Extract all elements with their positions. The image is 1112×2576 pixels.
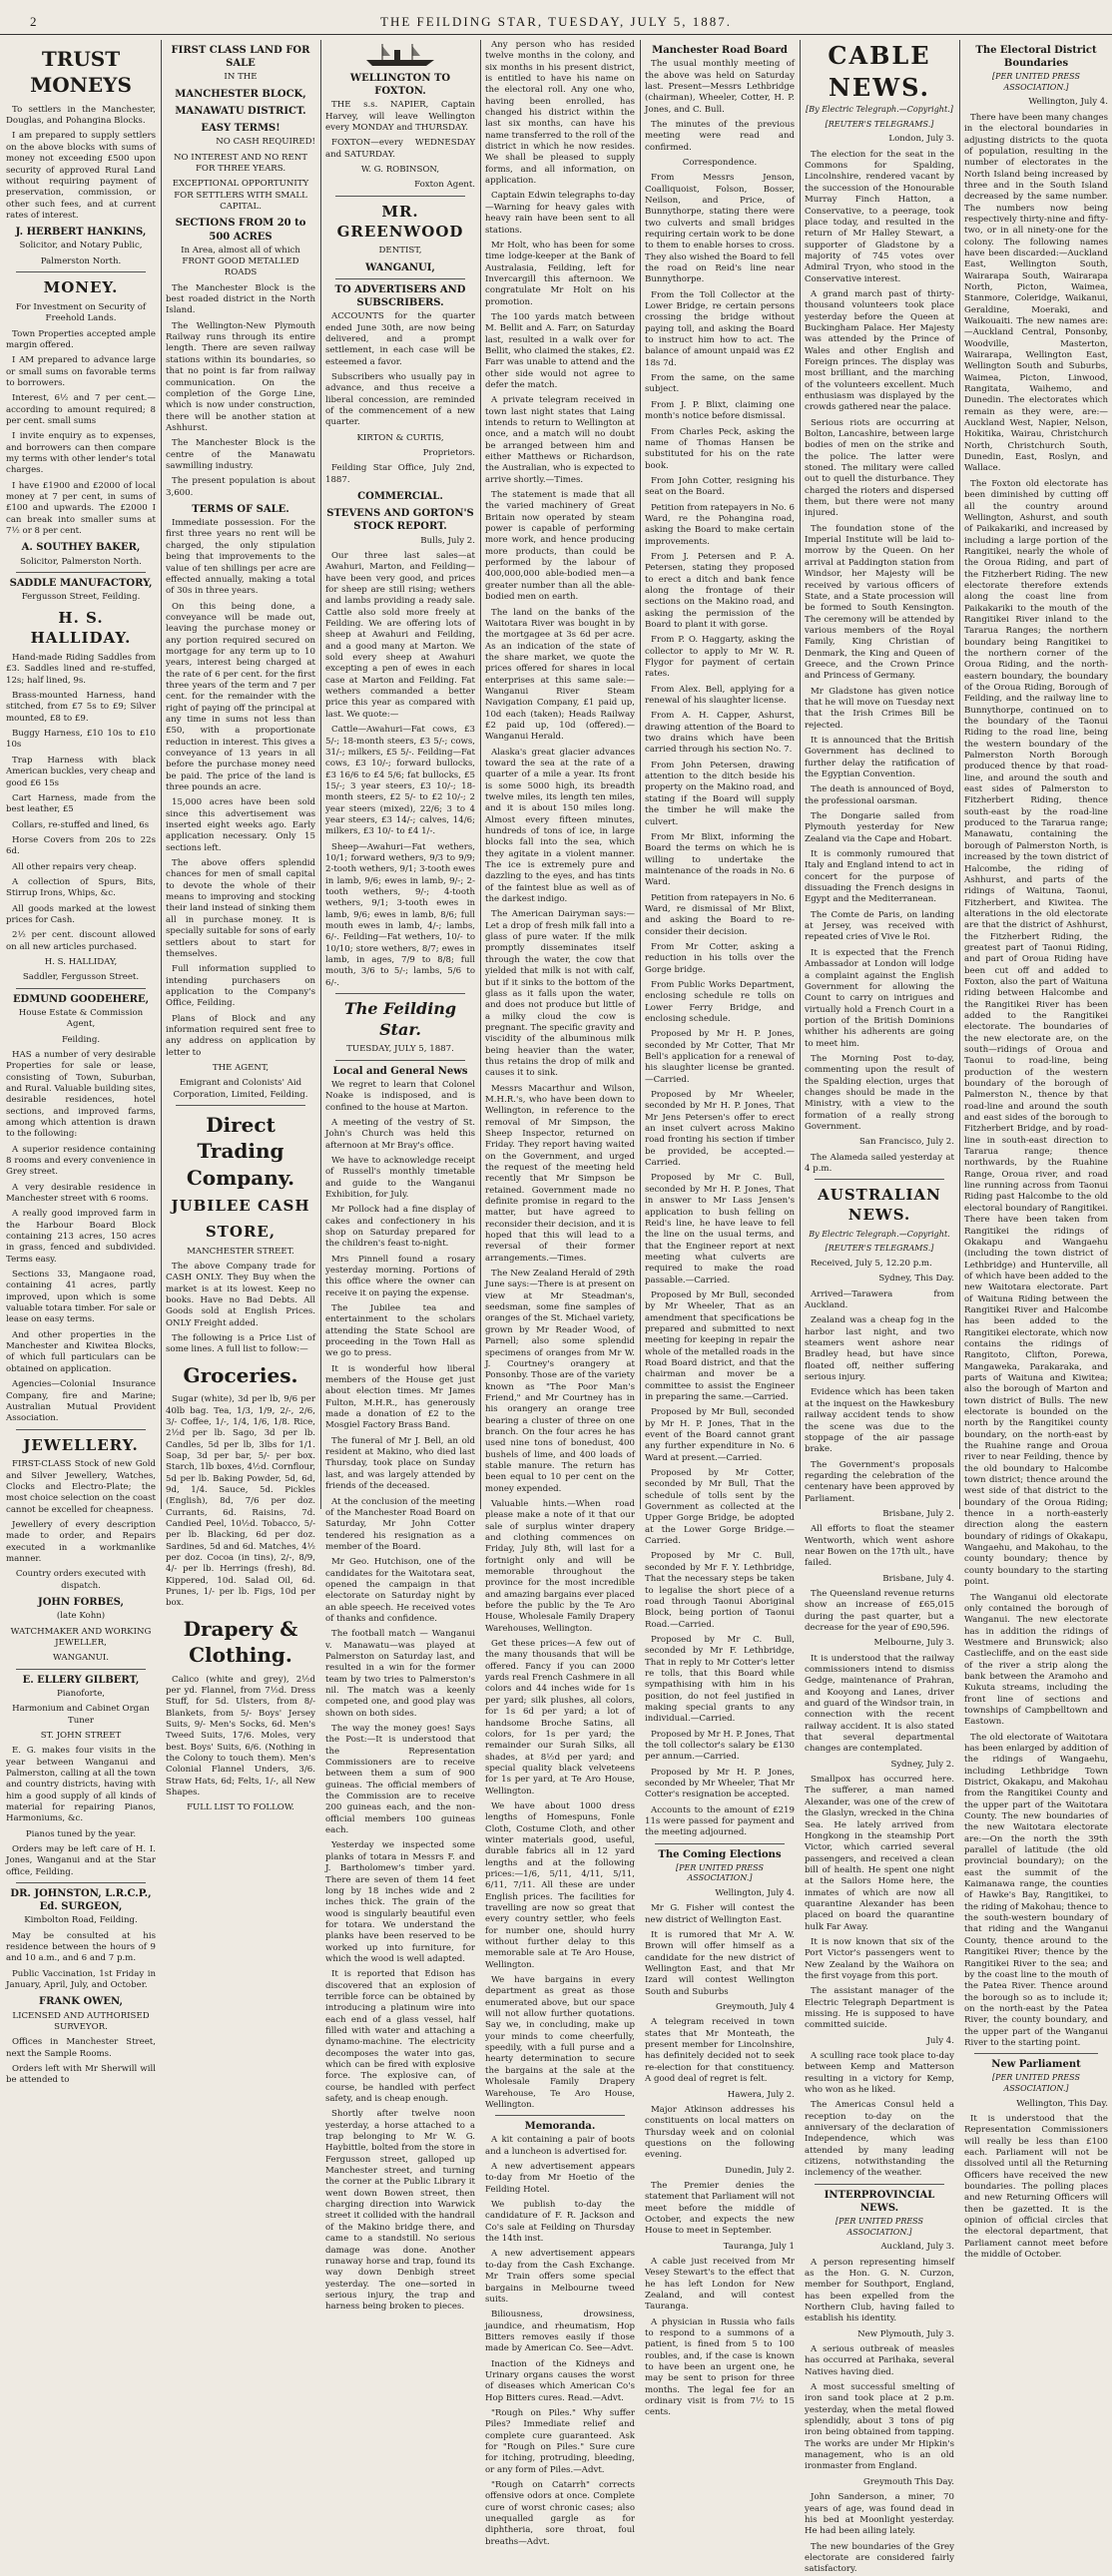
column-4: Any person who has resided twelve months in the colony, and six months in his present district, is entitled to have his name on the electoral roll. Any one who, having been enrolled, has changed his district within the last six months, can have his name transferred to the roll of the district in which he now resides. We shall be pleased to supply forms, and all information, on application. Captain Edwin telegraphs to-day—Warning for heavy gales with heavy rain have been sent to all stations. Mr Holt, who has been for some time lodge-keeper at the Bank of Australasia, Feilding, left for Invercargill this afternoon. We congratulate Mr Holt on his promotion. The 100 yards match between M. Bellit and A. Farr, on Saturday last, resulted in a walk over for Bellit, who claimed the stakes, £2. Farr was unable to attend and the other side would not agree to defer the match. A private telegram received in town last night states that Laing intends to return to Wellington at once, and a match will no doubt be arranged between him and either Matthews or Richardson, the Australian, who is expected to arrive shortly.—Times. The statement is made that all the varied machinery of Great Britain now operated by steam power is capable of performing more work, and hence producing more products, than could be performed by the labour of 400,000,000 able-bodied men—a greater number than all the able-bodied men on earth. The land on the banks of the Waitotara River was bought in by the mortgagee at 3s 6d per acre. As an indication of the state of the share market, we quote the prices offered for shares in local enterprises at this same sale:—Wanganui River Steam Navigation Company, £1 paid up, 10d each (taken); Heads Railway £2 paid up, 10d (offered).—Wanganui Herald. Alaska's great glacier advances toward the sea at the rate of a quarter of a mile a year. Its front is some 5000 high, its breadth twelve miles, its length ten miles, and it is about 150 miles long. Almost every fifteen minutes, hundreds of tons of ice, in large blocks fall into the sea, which they agitate in a violent manner. The ice is extremely pure and dazzling to the eyes, and has tints of the faintest blue as well as of the darkest indigo. The American Dairyman says:—Let a drop of fresh milk fall into a glass of pure water. If the milk promptly disseminates itself through the water, the cow that yielded that milk is not with calf, but if it sinks to the bottom of the glass as it falls upon the water, and does not produce but little of a milky cloud the cow is pregnant. The specific gravity and viscidity of the albuminous milk being heavier than the water, thus retains the drop of milk and causes it to sink. Messrs Macarthur and Wilson, M.H.R.'s, who have been down to Wellington, in reference to the removal of Mr Simpson, the Sheep Inspector, returned on Friday. They report having waited on the Government, and urged the request of the meeting held recently that Mr Simpson be retained. Government made no definite promise in regard to the matter, but have agreed to reconsider their decision, and it is hoped that this will lead to a reversal of their former arrangements.—Times. The New Zealand Herald of 29th June says:—There is at present on view at Mr Steadman's, seedsman, some fine samples of oranges of the St. Michael variety, grown by Mr Reader Wood, of Parnell; also some splendid specimens of oranges from Mr W. J. Courtney's orangery at Ponsonby. Those are of the variety known as "The Poor Man's Friend," and Mr Courtney has in his orangery an orange tree bearing a cluster of three on one branch. On the four acres he has used nine tons of bonedust, 400 bushels of lime, and 400 loads of stable manure. The return has been equal to 10 per cent on the money expended. Valuable hints.—When road please make a note of it that our sale of surplus winter drapery and clothing commences on Friday, July 8th, will last for a fortnight only and will be memorable throughout the province for the most incredible and amazing bargains ever placed before the public by the Te Aro House, Wholesale Family Drapery Warehouses, Wellington. Get these prices—A few out of the many thousands that will be offered. Fancy if you can 2000 yards real French Cashmere in all colors and 44 inches wide for 1s per yard; silk plushes, all colors, for 1s 6d per yard; a lot of handsome Broche Satins, all colors, for 1s per yard; the remainder our Surah Silks, all shades, at 8½d per yard; and special quality black velveteens for 1s per yard, at Te Aro House, Wellington. We have about 1000 dress lengths of Homespuns, Fonle Cloth, Costume Cloth, and other winter materials good, useful, durable fabrics all in 12 yard lengths and at the following prices:—1/6, 5/11, 4/11, 5/11, 6/11, 7/11. All these are under English prices. The facilities for travelling are now so great that every country settler, who feels for number one, should hurry without further delay to this memorable sale at Te Aro House, Wellington. We have bargains in every department as great as those enumerated above, but our space will not allow further quotations. Say we, in concluding, make up your minds to come cheerfully, speedily, with a full purse and a hearty determination to secure the bargains at the sale at the Wholesale Family Drapery Warehouse, Te Aro House, Wellington. Memoranda. A kit containing a pair of boots and a luncheon is advertised for. A new advertisement appears to-day from Mr Hoetio of the Feilding Hotel. We publish to-day the candidature of F. R. Jackson and Co's sale at Feilding on Thursday the 14th inst. A new advertisement appears to-day from the Cash Exchange. Mr Train offers some special bargains in Melbourne tweed suits. Biliousness, drowsiness, jaundice, and rheumatism, Hop Bitters removes easily if those made by American Co. See—Advt. Inaction of the Kidneys and Urinary organs causes the worst of diseases which American Co's Hop Bitters cures. Read.—Advt. "Rough on Piles." Why suffer Piles? Immediate relief and complete cure guaranteed. Ask for "Rough on Piles." Sure cure for itching, protruding, bleeding, or any form of Piles.—Advt. "Rough on Catarrh" corrects offensive odors at once. Complete cure of worst chronic cases; also unequalled gargle as for diphtheria, sore throat, foul breaths—Advt. <box>485 40 635 2547</box>
column-2: FIRST CLASS LAND FOR SALE IN THE MANCHESTER BLOCK, MANAWATU DISTRICT. EASY TERMS! NO CASH REQUIRED! NO INTEREST AND NO RENT FOR THREE YEARS. EXCEPTIONAL OPPORTUNITY FOR SETTLERS WITH SMALL CAPITAL. SECTIONS FROM 20 to 500 ACRES In Area, almost all of which FRONT GOOD METALLED ROADS The Manchester Block is the best roaded district in the North Island. The Wellington-New Plymouth Railway runs through its entire length. There are seven railway stations within its boundaries, so that no point is far from railway communication. On the completion of the Gorge Line, which is now under construction, there will be another station at Ashhurst. The Manchester Block is the centre of the Manawatu sawmilling industry. The present population is about 3,600. TERMS OF SALE. Immediate possession. For the first three years no rent will be charged, the only stipulation being that improvements to the value of ten shillings per acre are effected annually, making a total of 30s in three years. On this being done, a conveyance will be made out, leaving the purchase money or any portion required secured on mortgage for any term up to 10 years, interest being charged at the rate of 6 per cent. for the first three years of the term and 7 per cent. for the remainder with the right of paying off the principal at any time in sums not less than £50, with a proportionate reduction in interest. This gives a conveyance of 13 years in all before the purchase money need be paid. The price of the land is three pounds an acre. 15,000 acres have been sold since this advertisement was inserted eight weeks ago. Early application necessary. Only 15 sections left. The above offers splendid chances for men of small capital to devote the whole of their means to improving and stocking their land instead of sinking them all in purchase money. It is specially suitable for sons of early settlers about to start for themselves. Full information supplied to intending purchasers on application to the Company's Office, Feilding. Plans of Block and any information required sent free to any address on application by letter to THE AGENT, Emigrant and Colonists' Aid Corporation, Limited, Feilding. Direct Trading Company. JUBILEE CASH STORE, MANCHESTER STREET. The above Company trade for CASH ONLY. They Buy when the market is at its lowest. Keep no books. Have no Bad Debts. All Goods sold at English Prices. ONLY Freight added. The following is a Price List of some lines. A full list to follow:— Groceries. Sugar (white), 3d per lb, 9/6 per 40lb bag. Tea, 1/3, 1/9, 2/-, 2/6, 3/- Coffee, 1/-, 1/4, 1/6, 1/8. Rice, 2½d per lb. Sago, 3d per lb. Candles, 5d per lb, 3lbs for 1/1. Soap, 3d per bar, 5/- per box. Starch, 1lb boxes, 4½d. Cornflour, 5d per lb. Baking Powder, 5d, 6d, 9d, 1/4. Sauce, 5d. Pickles (English), 8d, 7/6 per doz. Currants, 6d. Raisins, 7d. Candied Peel, 10½d. Tobacco, 5/- per lb. Blacking, 6d per doz. Sardines, 5d and 6d. Matches, 4½ per doz. Cocoa (in tins), 2/-, 8/9, 4/- per lb. Herrings (fresh), 8d. Kippered, 10d. Salad Oil, 6d. Prunes, 1/- per lb. Figs, 10d per box. Drapery & Clothing. Calico (white and grey), 2½d per yd. Flannel, from 7½d. Dress Stuff, for 5d. Ulsters, from 8/- Blankets, from 5/- Boys' Jersey Suits, 9/- Men's Socks, 6d. Men's Tweed Suits, 17/6. Moles, very best. Boys' Suits, 6/6. (Nothing in the Colony to touch them). Men's Colonial Flannel Unders, 3/6. Straw Hats, 6d; Felts, 1/-, all New Shapes. FULL LIST TO FOLLOW. <box>166 45 315 1813</box>
newspaper-title: THE FEILDING STAR, TUESDAY, JULY 5, 1887. <box>380 14 732 29</box>
cable-news-heading: CABLE NEWS. <box>828 41 931 102</box>
feilding-star-title: The Feilding Star. <box>343 999 457 1040</box>
column-3: WELLINGTON TO FOXTON. THE s.s. NAPIER, Captain Harvey, will leave Wellington every MONDAY and THURSDAY. FOXTON—every WEDNESDAY and SATURDAY. W. G. ROBINSON, Foxton Agent. MR. GREENWOOD DENTIST, WANGANUI, TO ADVERTISERS AND SUBSCRIBERS. ACCOUNTS for the quarter ended June 30th, are now being delivered, and a prompt settlement, in each case will be esteemed a favor. Subscribers who usually pay in advance, and thus receive a liberal concession, are reminded of the commencement of a new quarter. KIRTON & CURTIS, Proprietors. Feilding Star Office, July 2nd, 1887. COMMERCIAL. STEVENS AND GORTON'S STOCK REPORT. Bulls, July 2. Our three last sales—at Awahuri, Marton, and Feilding—have been very good, and prices for sheep are still rising; wethers and lambs providing a ready sale. Cattle also sold more freely at Feilding. We are offering lots of sheep at Awahuri and Feilding, and a good many at Marton. We sold every sheep at Awahuri excepting a pen of ewes in each case at Marton and Feilding. Fat wethers commanded a better price this year as compared with last. We quote:— Cattle—Awahuri—Fat cows, £3 5/-; 18-month steers, £3 5/-; cows, 31/-; milkers, £5 5/-. Feilding—Fat cows, £3 10/-; forward bullocks, £3 16/6 to £4 5/6; fat bullocks, £5 15/-; 3 year steers, £3 10/-; 18-month steers, £2 5/- to £2 10/-; 2 year steers (mixed), 22/6; 3 to 4 year steers, £3 14/-; calves, 14/6; milkers, £3 10/- to £4 1/-. Sheep—Awahuri—Fat wethers, 10/1; forward wethers, 9/3 to 9/9; 2-tooth wethers, 9/1; 3-tooth ewes in lamb, 9/6; ewes in lamb, 9/-; 2-tooth wethers, 9/-; 4-tooth wethers, 9/1; 3-tooth ewes in lamb, 9/6; ewes in lamb, 8/6; full mouth ewes in lamb, 4/-; lambs, 6/-. Feilding—Fat wethers, 10/- to 10/10; store wethers, 8/7; ewes in lamb, in ages, 7/9 to 8/8; full mouth, 3/6 to 5/-; lambs, 5/6 to 6/-. The Feilding Star. TUESDAY, JULY 5, 1887. Local and General News We regret to learn that Colonel Noake is indisposed, and is confined to the house at Marton. A meeting of the vestry of St. John's Church was held this afternoon at Mr Bray's office. We have to acknowledge receipt of Russell's monthly timetable and guide to the Wanganui Exhibition, for July. Mr Pollock had a fine display of cakes and confectionery in his shop on Saturday prepared for the children's feast to-night. Mrs Pinnell found a rosary yesterday morning. Portions of this office where the owner can receive it on paying the expense. The Jubilee tea and entertainment to the scholars attending the State School are proceeding in the Town Hall as we go to press. It is wonderful how liberal members of the House get just about election times. Mr James Fulton, M.H.R., has generously made a donation of £2 to the Mosgiel Factory Brass Band. The funeral of Mr J. Bell, an old resident at Makino, who died last Thursday, took place on Sunday last, and was largely attended by friends of the deceased. At the conclusion of the meeting of the Manchester Road Board on Saturday, Mr John Cotter tendered his resignation as a member of the Board. Mr Geo. Hutchison, one of the candidates for the Waitotara seat, opened the campaign in that electorate on Saturday night by an able speech. He received votes of thanks and confidence. The football match — Wanganui v. Manawatu—was played at Palmerston on Saturday last, and resulted in a win for the former team by two tries to Palmerston's nil. The match was a keenly competed one, and good play was shown on both sides. The way the money goes! Says the Post:—It is understood that the Representation Commissioners are to receive between them a sum of 900 guineas. The official members of the Commission are to receive 200 guineas each, and the non-official members 100 guineas each. Yesterday we inspected some planks of totara in Messrs F. and J. Bartholomew's timber yard. There are seven of them 14 feet long by 18 inches wide and 2 inches thick. The grain of the wood is singularly beautiful even for totara. We understand the planks have been reserved to be worked up into furniture, for which the wood is well adapted. It is reported that Edison has discovered that an explosion of terrible force can be obtained by introducing a platinum wire into each end of a glass vessel, half filled with water and attaching a dynamo-machine. The electricity decomposes the water into gas, which can be fired with explosive force. The explosive can, of course, be handled with perfect safety, and is cheap enough. Shortly after twelve noon yesterday, a horse attached to a trap belonging to Mr W. G. Haybittle, bolted from the store in Fergusson street, galloped up Manchester street, and turning the corner at the Public Library it went down Bowen street, then charging direction into Warwick street it collided with the handrail of the Makino bridge there, and came to a standstill. No serious damage was done. Another runaway horse and trap, found its way down Denbigh street yesterday. The one—sorted in serious injury, the trap and harness being broken to pieces. <box>325 40 475 1509</box>
column-rule <box>161 40 162 1509</box>
column-5: Manchester Road Board The usual monthly meeting of the above was held on Saturday last. Present—Messrs Lethbridge (chairman), Wheeler, Cotter, H. P. Jones, and C. Bull. The minutes of the previous meeting were read and confirmed. Correspondence. From Messrs Jenson, Coalliquoist, Folson, Bosser, Neilson, and Price, of Bunnythorpe, stating there were two culverts and small bridges requiring certain work to be done to them to enable horses to cross. They also wished the Board to fell the road on Reid's line near Bunnythorpe. From the Toll Collector at the Lower Bridge, re certain persons crossing the bridge without paying toll, and asking the Board to instruct him how to act. The balance of amount unpaid was £2 18s 7d. From the same, on the same subject. From J. P. Blixt, claiming one month's notice before dismissal. From Charles Peck, asking the name of Thomas Hansen be substituted for his on the rate book. From John Cotter, resigning his seat on the Board. Petition from ratepayers in No. 6 Ward, re the Pohangina road, asking the Board to make certain improvements. From J. Petersen and P. A. Petersen, stating they proposed to erect a ditch and bank fence along the frontage of their sections on the Makino road, and asking the permission of the Board to plant it with gorse. From P. O. Haggarty, asking the collector to apply to Mr W. R. Flygor for payment of certain rates. From Alex. Bell, applying for a renewal of his slaughter license. From A. H. Capper, Ashurst, drawing attention of the Board to two drains which have been carried through his section No. 7. From John Petersen, drawing attention to the ditch beside his property on the Makino road, and stating if the Board will supply the timber he will make the culvert. From Mr Blixt, informing the Board the terms on which he is willing to undertake the maintenance of the roads in No. 6 Ward. Petition from ratepayers in No. 6 Ward, re dismissal of Mr Blixt, and asking the Board to re-consider their decision. From Mr Cotter, asking a reduction in his tolls over the Gorge bridge. From Public Works Department, enclosing schedule re tolls on Lower Ferry Bridge, and enclosing schedule. Proposed by Mr H. P. Jones, seconded by Mr Cotter, That Mr Bell's application for a renewal of his slaughter license be granted.—Carried. Proposed by Mr Wheeler, seconded by Mr H. P. Jones, That Mr Jens Petersen's offer to erect an inset culvert across Makino road fronting his section if timber be provided, be accepted.—Carried. Proposed by Mr C. Bull, seconded by Mr H. P. Jones, That in answer to Mr Lass Jensen's application to bush felling on Reid's line, he have leave to fell the line on the usual terms, and that the Engineer report at next meeting what culverts are required to make the road passable.—Carried. Proposed by Mr Bull, seconded by Mr Wheeler, That as an amendment that specifications be prepared and submitted to next meeting for keeping in repair the whole of the metalled roads in the Road Board district, and that the chairman and mover be a committee to assist the Engineer in preparing the same.—Carried. Proposed by Mr Bull, seconded by Mr H. P. Jones, That in the event of the Board cannot grant any further expenditure in No. 6 Ward at present.—Carried. Proposed by Mr Cotter, seconded by Mr Bull, That the schedule of tolls sent by the Government as collected at the Upper Gorge Bridge, be adopted at the Lower Gorge Bridge.—Carried. Proposed by Mr C. Bull, seconded by Mr F. Y. Lethbridge, That the necessary steps be taken to legalise the short piece of a road through Taonui Aboriginal Block, being portion of Taonui Road.—Carried. Proposed by Mr C. Bull, seconded by Mr F. Lethbridge, That in reply to Mr Cotter's letter re tolls, that this Board while sympathising with him in his position, do not feel justified in making special grants to any individual.—Carried. Proposed by Mr H. P. Jones, That the toll collector's salary be £130 per annum.—Carried. Proposed by Mr H. P. Jones, seconded by Mr Wheeler, That Mr Cotter's resignation be accepted. Accounts to the amount of £219 11s were passed for payment and the meeting adjourned. The Coming Elections [PER UNITED PRESS ASSOCIATION.] Wellington, July 4. Mr G. Fisher will contest the new district of Wellington East. It is rumored that Mr A. W. Brown will offer himself as a candidate for the new district of Wellington East, and that Mr Izard will contest Wellington South and Suburbs Greymouth, July 4 A telegram received in town states that Mr Monteath, the present member for Lincolnshire, has definitely decided not to seek re-election for that constituency. A good deal of regret is felt. Hawera, July 2. Major Atkinson addresses his constituents on local matters on Thursday week and on colonial questions on the following evening. Dunedin, July 2. The Premier denies the statement that Parliament will not meet before the middle of October, and expects the new House to meet in September. Tauranga, July 1 A cable just received from Mr Vesey Stewart's to the effect that he has left London for New Zealand, and will contest Tauranga. A physician in Russia who fails to respond to a summons of a patient, is fined from 5 to 100 roubles, and, if the case is known to have been an urgent one, he may be sent to prison for three months. The legal fee for an ordinary visit is from 7½ to 15 cents. <box>645 45 795 2418</box>
column-7: The Electoral District Boundaries [PER UNITED PRESS ASSOCIATION.] Wellington, July 4. There have been many changes in the electoral boundaries in adjusting districts to the quota of population, resulting in the number of electorates in the North Island being increased by three and in the South Island decreased by the same number. The numbers now being respectively thirty-nine and fifty-two, or in all ninety-one for the colony. The following names have been discarded:—Auckland East, Wellington South, Wairarapa South, Wairarapa North, Picton, Waimea, Stanmore, Coleridge, Waikanui, Geraldine, Moeraki, and Waikouaiti. The new names are:—Auckland Central, Ponsonby, Woodville, Masterton, Wairarapa, Wellington East, Wellington South and Suburbs, Waimea, Picton, Linwood, Rangitata, Waihemo, and Dunedin. The electorates which remain as they were, are:—Auckland West, Napier, Nelson, Hokitika, Wairau, Christchurch North, Christchurch South, Dunedin, East, Roslyn, and Wallace. The Foxton old electorate has been diminished by cutting off all the country around Wellington, Ashurst, and south of Paikakariki, and increased by including a large portion of the Rangitikei, nearly the whole of the Oroua Riding, and part of the Fitzherbert Riding. The new electorate therefore extends along the coast line from Paikakariki to the mouth of the Rangitikei River inland to the Tararua Ranges; the northern boundary being Rangitikei to the northern corner of the Oroua Riding, and the north-eastern boundary, the boundary of the Oroua Riding, Borough of Feilding, and the railway line to Bunnythorpe, continued on to the boundary of the Taonui Riding to the road line, being the western boundary of the Palmerston North Borough produced thence by that road-line, and around the south and east sides of Palmerston to Fitzherbert Riding, thence south-east by the road-line produced to the Tararua range; Manawatu, containing the borough of Palmerston North, is increased by the town district of Halcombe, the riding of Ashhurst, and parts of the ridings of Waituna, Taonui, Fitzherbert, and Kiwitea. The alterations in the old electorate are that the district of Ashhurst, the Fitzherbert Riding, the greatest part of Taonui Riding, and part of Oroua Riding have been cut off and added to Foxton, also the part of Waituna riding between Halcombe and the Rangitikei River has been added to the Rangitikei electorate. The boundaries of the new electorate are, on the south—ridings of Oroua and Taonui to road-line, being production of the western boundary of the borough of Palmerston N., thence by that road-line and around the south and east sides of the borough to Fitzherbert Bridge, and by road-line in south-east direction to Tararua range; thence northwards, by the Ruahine Range, Oroua river, and road line running across from Taonui Riding past Halcombe to the old electoral boundary of Rangitikei. There have been taken from Rangitikei the ridings of Okakapu and Wangaehu (including the town district of Lethbridge) and Hunterville, all of which have been added to the new Waitotara electorate. Part of Waituna Riding between the Rangitikei River and Halcombe has been added to the Rangitikei electorate, which now contains the ridings of Rangitoto, Clifton, Porewa, Mangaweka, Parakaraka, and parts of Waituna and Kiwitea; also the borough of Marton and town district of Bulls. The new electorate is bounded on the north by the Rangitikei county boundary, on the north-east by the Ruahine range and Oroua river to near Feilding, thence by the old boundary to Halcombe town district; thence around the west side of that district to the boundary of the Oroua Riding; thence in a north-easterly direction along the eastern boundary of ridings of Okakapu, Wangaehu, and Makohau, to the county boundary; thence by county boundary to the starting point. The Wanganui old electorate only contained the borough of Wanganui. The new electorate has in addition the ridings of Westmere and Brunswick; also Castlecliffe, and on the east side of the river a strip along the bank between the Aramoho and Kukuta streams, including the front line of sections and townships of Campbelltown and Eastown. The old electorate of Waitotara has been enlarged by addition of the ridings of Wangaehu, including Lethbridge Town District, Okakapu, and Makohau from the Rangitikei County and the upper part of the Waitotara County. The new boundaries of the new Waitotara electorate are:—On the north the 39th parallel of latitude (the old provincial boundary); on the east the summit of the Kaimanawa range, the counties of Hawke's Bay, Rangitikei, to the riding of Makohau; thence to the south-western boundary of that riding and the Wanganui County, thence around to the Rangitikei River; thence by the Rangitikei River to the sea; and by the coast line to the mouth of the Patea River. Thence around the borough so as to include it; on the north-east by the Patea River, the county boundary, and the upper part of the Wanganui River to the starting point. New Parliament [PER UNITED PRESS ASSOCIATION.] Wellington, This Day. It is understood that the Representation Commissioners will really be less than £100 each. Parliament will not be dissolved until all the Returning Officers have received the new boundaries. The polling places and new Returning Officers will then be gazetted. It is the opinion of official circles that the electoral department, that Parliament cannot meet before the middle of October. <box>964 45 1108 2260</box>
dtc-heading: Direct Trading Company. <box>186 1112 295 1190</box>
column-rule <box>640 40 641 1509</box>
masthead <box>0 0 1112 35</box>
column-6: CABLE NEWS. [By Electric Telegraph.—Copyright.] [REUTER'S TELEGRAMS.] London, July 3. The election for the seat in the Commons for Spalding, Lincolnshire, rendered vacant by the succession of the Honourable Murray Finch Hatton, a Conservative, to a peerage, took place today, and resulted in the return of Mr Halley Stewart, a supporter of Gladstone by a majority of 745 votes over Admiral Tryon, who stood in the Conservative interest. A grand march past of thirty-thousand volunteers took place yesterday before the Queen at Buckingham Palace. Her Majesty was attended by the Prince of Wales and other English and Foreign princes. The display was most brilliant, and the marching of the volunteers excellent. Much enthusiasm was displayed by the crowds gathered near the palace. Serious riots are occurring at Bolton, Lancashire, between large bodies of men on the strike and the police. The latter were stoned. The military were called out to quell the disturbance. They charged the rioters and dispersed them, but there were not many injured. The foundation stone of the Imperial Institute will be laid to-morrow by the Queen. On her arrival at Paddington station from Windsor, her Majesty will be received by various officers of State, and a State procession will be formed to South Kensington. The ceremony will be attended by various members of the Royal Family, King Christian of Denmark, the King and Queen of Greece, and the Crown Prince and Princess of Germany. Mr Gladstone has given notice that he will move on Tuesday next that the Irish Crimes Bill be rejected. It is announced that the British Government has declined to further delay the ratification of the Egyptian Convention. The death is announced of Boyd, the professional oarsman. The Dongarie sailed from Plymouth yesterday for New Zealand via the Cape and Hobart. It is commonly rumoured that Italy and England intend to act in concert for the purpose of dissuading the French designs in Egypt and the Mediterranean. The Comte de Paris, on landing at Jersey, was received with repeated cries of Vive le Roi. It is expected that the French Ambassador at London will lodge a complaint against the English Government for allowing the Count to carry on intrigues and virtually hold a French Court in a portion of the British Dominions whither his adherents are going to meet him. The Morning Post to-day, commenting upon the result of the Spalding election, urges that changes should be made in the Ministry, with a view to the formation of a really strong Government. San Francisco, July 2. The Alameda sailed yesterday at 4 p.m. AUSTRALIAN NEWS. By Electric Telegraph.—Copyright. [REUTER'S TELEGRAMS.] Received, July 5, 12.20 p.m. Sydney, This Day. Arrived—Tarawera from Auckland. Zealand was a cheap fog in the harbor last night, and two steamers went ashore near Bradley head, but have since floated off, neither suffering serious injury. Evidence which has been taken at the inquest on the Hawkesbury railway accident tends to show the scene was due to the stoppage of the air passage brake. The Government's proposals regarding the celebration of the centenary have been approved by Parliament. Brisbane, July 2. All efforts to float the steamer Wentworth, which went ashore near Bowen on the 17th ult., have failed. Brisbane, July 4. The Queensland revenue returns show an increase of £65,015 during the past quarter, but a decrease for the year of £90,596. Melbourne, July 3. It is understood that the railway commissioners intend to dismiss Gedge, maintenance of Prahran, and Kooyong and Lanes, driver and guard of the Windsor train, in connection with the recent railway accident. It is also stated that several departmental changes are contemplated. Sydney, July 2. Smallpox has occurred here. The sufferer, a man named Alexander, was one of the crew of the Glaslyn, wrecked in the China Sea. He lately arrived from Hongkong in the steamship Port Victor, which carried several passengers, and received a clean bill of health. He spent one night at the Sailors Home here, the inmates of which are now all quarantine Alexander has been placed on board the quarantine hulk Far Away. It is now known that six of the Port Victor's passengers went to New Zealand by the Waihora on the first voyage from this port. The assistant manager of the Electric Telegraph Department is missing. He is supposed to have committed suicide. July 4. A sculling race took place to-day between Kemp and Matterson resulting in a victory for Kemp, who won as he liked. The Americas Consul held a reception to-day on the anniversary of the declaration of Independence, which was attended by many leading citizens, notwithstanding the inclemency of the weather. INTERPROVINCIAL NEWS. [PER UNITED PRESS ASSOCIATION.] Auckland, July 3. A person representing himself as the Hon. G. N. Curzon, member for Southport, England, has been expelled from the Northern Club, having failed to establish his identity. New Plymouth, July 3. A serious outbreak of measles has occurred at Parihaka, several Natives having died. A most successful smelting of iron sand took place at 2 p.m. yesterday, when the metal flowed splendidly, about 3 tons of pig iron being obtained from tapping. The works are under Mr Hipkin's management, who is an old ironmaster from England. Greymouth This Day. John Sanderson, a miner, 70 years of age, was found dead in his bed at Moonlight yesterday. He had been ailing lately. The new boundaries of the Grey electorate are considered fairly satisfactory. <box>805 41 954 2575</box>
column-rule <box>800 40 801 1509</box>
column-1: TRUST MONEYS To settlers in the Manchester, Douglas, and Pohangina Blocks. I am prepared to supply settlers on the above blocks with sums of money not exceeding £500 upon security of approved Rural Land without requiring payment of preservation, commission, or other such fees, and at current rates of interest. J. HERBERT HANKINS, Solicitor, and Notary Public, Palmerston North. MONEY. For Investment on Security of Freehold Lands. Town Properties accepted ample margin offered. I AM prepared to advance large or small sums on favorable terms to borrowers. Interest, 6½ and 7 per cent.—according to amount required; 8 per cent. small sums I invite enquiry as to expenses, and borrowers can then compare my terms with other lender's total charges. I have £1900 and £2000 of local money at 7 per cent, in sums of £100 and upwards. The £2000 I can break into smaller sums at 7½ or 8 per cent. A. SOUTHEY BAKER, Solicitor, Palmerston North. SADDLE MANUFACTORY, Fergusson Street, Feilding. H. S. HALLIDAY. Hand-made Riding Saddles from £3. Saddles lined and re-stuffed, 12s; half lined, 9s. Brass-mounted Harness, hand stitched, from £7 5s to £9; Silver mounted, £8 to £9. Buggy Harness, £10 10s to £10 10s Trap Harness with black American buckles, very cheap and good £6 15s Cart Harness, made from the best leather, £5 Collars, re-stuffed and lined, 6s Horse Covers from 20s to 22s 6d. All other repairs very cheap. A collection of Spurs, Bits, Stirrup Irons, Whips, &c. All goods marked at the lowest prices for Cash. 2½ per cent. discount allowed on all new articles purchased. H. S. HALLIDAY, Saddler, Fergusson Street. EDMUND GOODEHERE, House Estate & Commission Agent, Feilding. HAS a number of very desirable Properties for sale or lease, consisting of Town, Suburban, and Rural. Valuable building sites, desirable residences, hotel sections, and improved farms, among which attention is drawn to the following: A superior residence containing 8 rooms and every convenience in Grey street. A very desirable residence in Manchester street with 6 rooms. A really good improved farm in the Harbour Board Block containing 213 acres, 150 acres in grass, fenced and subdivided. Terms easy. Sections 33, Mangaone road, containing 41 acres, partly improved, upon which is some valuable totara timber. For sale or lease on easy terms. And other properties in the Manchester and Kiwitea Blocks, of which full particulars can be obtained on application. Agencies—Colonial Insurance Company, fire and Marine; Australian Mutual Provident Association. JEWELLERY. FIRST-CLASS Stock of new Gold and Silver Jewellery, Watches, Clocks and Electro-Plate; the most choice selection on the coast cannot be excelled for cheapness. Jewellery of every description made to order, and Repairs executed in a workmanlike manner. Country orders executed with dispatch. JOHN FORBES, (late Kohn) WATCHMAKER AND WORKING JEWELLER, WANGANUI. E. ELLERY GILBERT, Pianoforte, Harmonium and Cabinet Organ Tuner ST. JOHN STREET E. G. makes four visits in the year between Wanganui and Palmerston, calling at all the town and country districts, having with him a good supply of all kinds of material for repairing Pianos, Harmoniums, &c. Pianos tuned by the year. Orders may be left care of H. I. Jones, Wanganui and at the Star office, Feilding. DR. JOHNSTON, L.R.C.P., Ed. SURGEON, Kimbolton Road, Feilding. May be consulted at his residence between the hours of 9 and 10 a.m., and 6 and 7 p.m. Public Vaccination, 1st Friday in January, April, July, and October. FRANK OWEN, LICENSED AND AUTHORISED SURVEYOR. Offices in Manchester Street, next the Sample Rooms. Orders left with Mr Sherwill will be attended to <box>6 47 156 2086</box>
column-rule <box>959 40 960 1509</box>
steamship-icon <box>360 42 440 68</box>
column-rule <box>480 40 481 1509</box>
money-heading: MONEY. <box>43 278 119 297</box>
column-rule <box>320 40 321 1509</box>
page-number: 2 <box>30 14 39 29</box>
trust-heading: TRUST MONEYS <box>30 47 132 98</box>
